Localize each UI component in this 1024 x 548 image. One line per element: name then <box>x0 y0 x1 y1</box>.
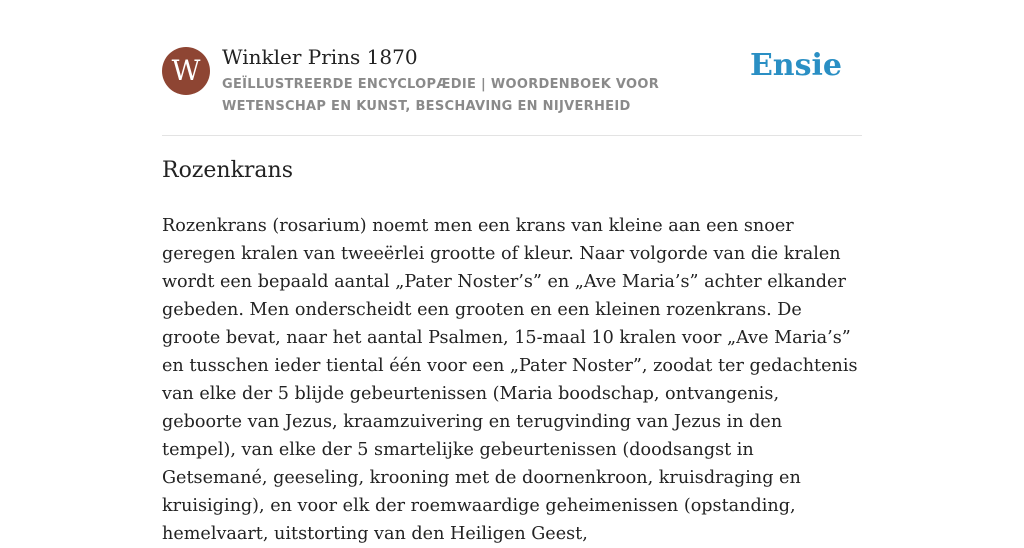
source-avatar[interactable]: W <box>162 47 210 95</box>
source-title[interactable]: Winkler Prins 1870 <box>222 45 418 69</box>
article-title: Rozenkrans <box>162 158 294 183</box>
source-subtitle: GEÏLLUSTREERDE ENCYCLOPÆDIE | WOORDENBOEK VOOR WETENSCHAP EN KUNST, BESCHAVING EN NIJVERHEID <box>222 77 660 114</box>
article-body: Rozenkrans (rosarium) noemt men een krans van kleine aan een snoer geregen kralen van tweeërlei grootte of kleur. Naar volgorde van die kralen wordt een bepaald aantal „Pater Noster’s” en „Ave Maria’s” achter elkander gebeden. Men onderscheidt een grooten en een kleinen rozenkrans. De groote bevat, naar het aantal Psalmen, 15-maal 10 kralen voor „Ave Maria’s” en tusschen ieder tiental één voor een „Pater Noster”, zoodat ter gedachtenis van elke der 5 blijde gebeurtenissen (Maria boodschap, ontvangenis, geboorte van Jezus, kraamzuivering en terugvinding van Jezus in den tempel), van elke der 5 smartelijke gebeurtenissen (doodsangst in Getsemané, geeseling, krooning met de doornenkroon, kruisdraging en kruisiging), en voor elk der roemwaardige geheimenissen (opstanding, hemelvaart, uitstorting van den Heiligen Geest, <box>162 216 858 544</box>
source-header <box>162 44 862 136</box>
header-divider <box>162 135 862 136</box>
ensie-logo-link[interactable]: Ensie <box>749 48 842 83</box>
